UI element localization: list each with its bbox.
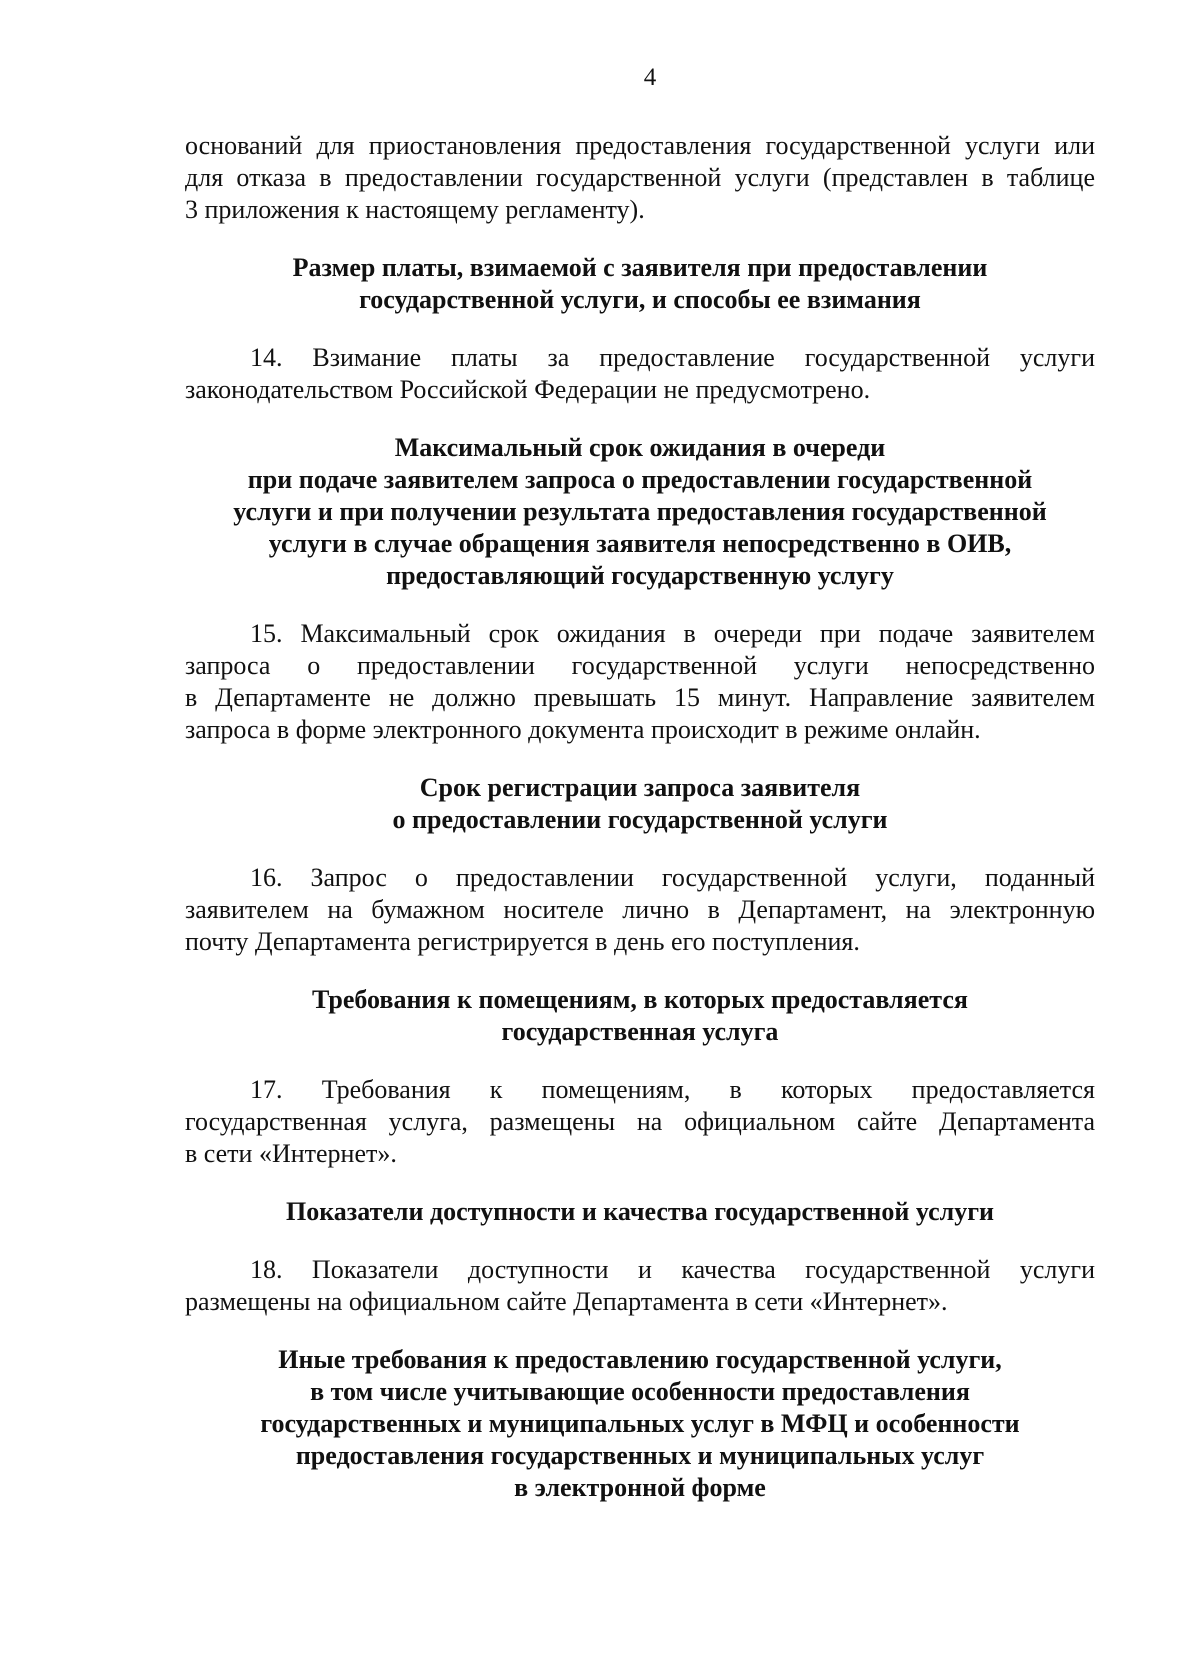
paragraph-line: в сети «Интернет». [185, 1139, 397, 1168]
block-spacer [185, 406, 1095, 432]
section-heading-4 [185, 984, 1095, 1048]
heading-line: услуги и при получении результата предоставления государственной [233, 497, 1047, 526]
heading-line: в том числе учитывающие особенности предоставления [310, 1377, 970, 1406]
heading-line: Показатели доступности и качества государственной услуги [285, 1197, 995, 1226]
block-spacer [185, 1170, 1095, 1196]
paragraph-1 [185, 130, 1095, 226]
paragraph-line: размещены на официальном сайте Департамента в сети «Интернет». [185, 1287, 948, 1316]
block-spacer [185, 1048, 1095, 1074]
section-heading-2 [185, 432, 1095, 592]
section-heading-1 [185, 252, 1095, 316]
paragraph-3 [185, 618, 1095, 746]
paragraph-6 [185, 1254, 1095, 1318]
heading-line: Требования к помещениям, в которых предоставляется [312, 985, 968, 1014]
paragraph-line: запроса о предоставлении государственной услуги непосредственно [185, 651, 1095, 680]
heading-line: государственной услуги, и способы ее взимания [359, 285, 921, 314]
paragraph-line: 16. Запрос о предоставлении государственной услуги, поданный [250, 863, 1095, 892]
block-spacer [185, 592, 1095, 618]
heading-line: Размер платы, взимаемой с заявителя при предоставлении [292, 253, 988, 282]
paragraph-2 [185, 342, 1095, 406]
paragraph-line: законодательством Российской Федерации не предусмотрено. [185, 375, 871, 404]
paragraph-line: 18. Показатели доступности и качества государственной услуги [250, 1255, 1095, 1284]
paragraph-5 [185, 1074, 1095, 1170]
heading-line: в электронной форме [514, 1473, 766, 1502]
heading-line: о предоставлении государственной услуги [392, 805, 888, 834]
heading-line: при подаче заявителем запроса о предоставлении государственной [247, 465, 1033, 494]
block-spacer [185, 226, 1095, 252]
block-spacer [185, 746, 1095, 772]
heading-line: Срок регистрации запроса заявителя [419, 773, 861, 802]
block-spacer [185, 836, 1095, 862]
paragraph-line: 15. Максимальный срок ожидания в очереди при подаче заявителем [250, 619, 1095, 648]
document-body [185, 130, 1095, 1504]
paragraph-line: 3 приложения к настоящему регламенту). [185, 195, 645, 224]
heading-line: Максимальный срок ожидания в очереди [394, 433, 886, 462]
heading-line: предоставляющий государственную услугу [386, 561, 894, 590]
paragraph-line: заявителем на бумажном носителе лично в Департамент, на электронную [185, 895, 1095, 924]
paragraph-line: в Департаменте не должно превышать 15 минут. Направление заявителем [185, 683, 1095, 712]
heading-line: государственная услуга [501, 1017, 779, 1046]
paragraph-line: 17. Требования к помещениям, в которых предоставляется [250, 1075, 1095, 1104]
section-heading-5 [185, 1196, 1095, 1228]
paragraph-line: 14. Взимание платы за предоставление государственной услуги [250, 343, 1095, 372]
paragraph-line: государственная услуга, размещены на официальном сайте Департамента [185, 1107, 1095, 1136]
page-number: 4 [643, 64, 657, 91]
heading-line: Иные требования к предоставлению государственной услуги, [278, 1345, 1002, 1374]
section-heading-6 [185, 1344, 1095, 1504]
section-heading-3 [185, 772, 1095, 836]
paragraph-line: для отказа в предоставлении государственной услуги (представлен в таблице [185, 163, 1095, 192]
paragraph-line: запроса в форме электронного документа происходит в режиме онлайн. [185, 715, 981, 744]
heading-line: предоставления государственных и муниципальных услуг [295, 1441, 985, 1470]
block-spacer [185, 1318, 1095, 1344]
heading-line: государственных и муниципальных услуг в МФЦ и особенности [260, 1409, 1020, 1438]
paragraph-4 [185, 862, 1095, 958]
paragraph-line: оснований для приостановления предоставления государственной услуги или [185, 131, 1095, 160]
heading-line: услуги в случае обращения заявителя непосредственно в ОИВ, [268, 529, 1012, 558]
block-spacer [185, 958, 1095, 984]
block-spacer [185, 1228, 1095, 1254]
block-spacer [185, 316, 1095, 342]
paragraph-line: почту Департамента регистрируется в день его поступления. [185, 927, 860, 956]
